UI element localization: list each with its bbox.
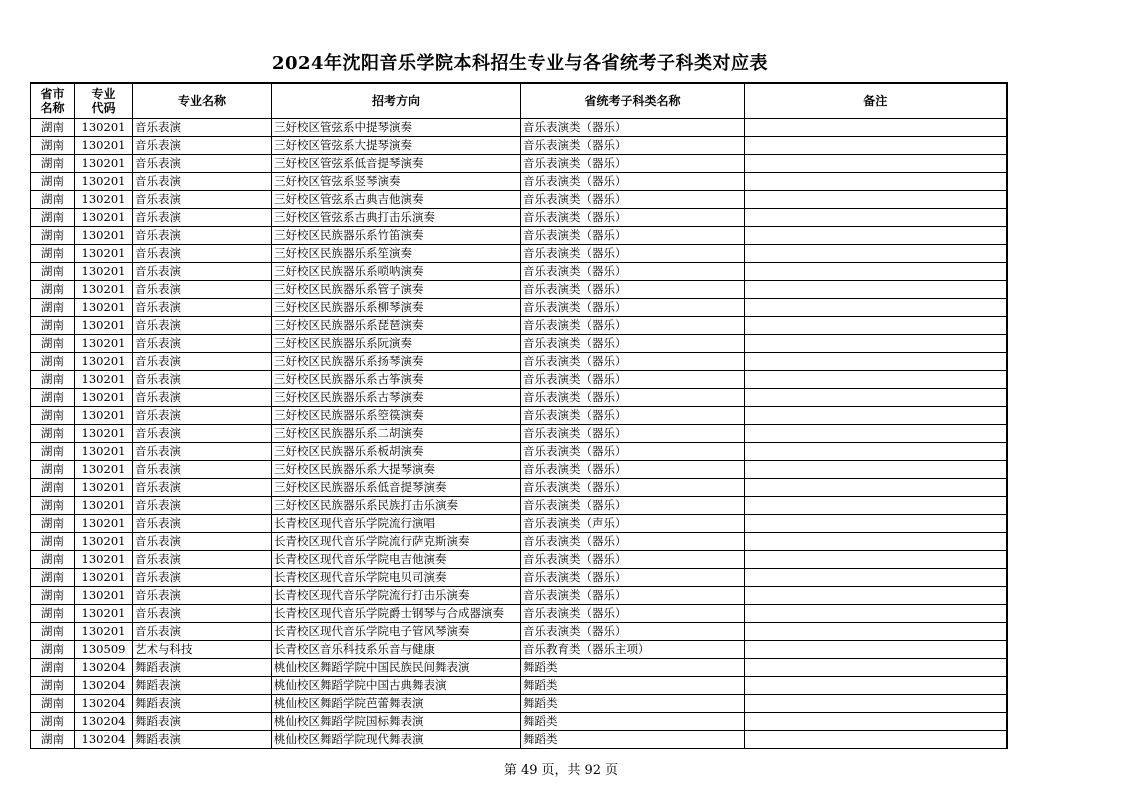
cell-province: 湖南: [31, 677, 75, 695]
cell-exam-category: 音乐表演类（器乐）: [521, 155, 745, 173]
table-row: [31, 623, 1007, 641]
cell-direction: 桃仙校区舞蹈学院芭蕾舞表演: [272, 695, 521, 713]
cell-major-name: 舞蹈表演: [133, 713, 272, 731]
table-row: [31, 299, 1007, 317]
cell-major-code: 130201: [75, 209, 133, 227]
cell-remarks: [745, 623, 1007, 641]
cell-province: 湖南: [31, 605, 75, 623]
cell-major-name: 艺术与科技: [133, 641, 272, 659]
header-major-code: 专业 代码: [75, 83, 133, 119]
table-row: [31, 389, 1007, 407]
cell-major-code: 130201: [75, 605, 133, 623]
cell-remarks: [745, 731, 1007, 749]
cell-major-code: 130204: [75, 695, 133, 713]
cell-remarks: [745, 263, 1007, 281]
cell-major-name: 音乐表演: [133, 119, 272, 137]
cell-major-code: 130509: [75, 641, 133, 659]
cell-direction: 长青校区现代音乐学院电贝司演奏: [272, 569, 521, 587]
cell-direction: 三好校区管弦系中提琴演奏: [272, 119, 521, 137]
cell-major-name: 音乐表演: [133, 317, 272, 335]
cell-direction: 三好校区民族器乐系唢呐演奏: [272, 263, 521, 281]
table-row: [31, 173, 1007, 191]
table-row: [31, 497, 1007, 515]
cell-major-code: 130201: [75, 335, 133, 353]
cell-major-name: 舞蹈表演: [133, 695, 272, 713]
cell-remarks: [745, 587, 1007, 605]
cell-major-name: 音乐表演: [133, 605, 272, 623]
cell-remarks: [745, 281, 1007, 299]
cell-major-code: 130201: [75, 371, 133, 389]
cell-province: 湖南: [31, 191, 75, 209]
table-row: [31, 695, 1007, 713]
cell-major-name: 音乐表演: [133, 209, 272, 227]
cell-exam-category: 音乐表演类（器乐）: [521, 263, 745, 281]
cell-remarks: [745, 245, 1007, 263]
cell-remarks: [745, 119, 1007, 137]
cell-major-code: 130201: [75, 533, 133, 551]
cell-remarks: [745, 317, 1007, 335]
cell-province: 湖南: [31, 479, 75, 497]
table-row: [31, 479, 1007, 497]
cell-major-code: 130201: [75, 119, 133, 137]
cell-major-name: 音乐表演: [133, 551, 272, 569]
table-row: [31, 335, 1007, 353]
cell-major-code: 130204: [75, 659, 133, 677]
cell-exam-category: 音乐教育类（器乐主项）: [521, 641, 745, 659]
header-major-name: 专业名称: [133, 83, 272, 119]
table-row: [31, 191, 1007, 209]
cell-remarks: [745, 191, 1007, 209]
cell-exam-category: 音乐表演类（器乐）: [521, 497, 745, 515]
header-direction: 招考方向: [272, 83, 521, 119]
cell-province: 湖南: [31, 389, 75, 407]
cell-major-code: 130201: [75, 299, 133, 317]
cell-remarks: [745, 371, 1007, 389]
cell-major-code: 130201: [75, 407, 133, 425]
cell-major-name: 音乐表演: [133, 191, 272, 209]
cell-major-name: 音乐表演: [133, 587, 272, 605]
cell-direction: 三好校区民族器乐系民族打击乐演奏: [272, 497, 521, 515]
cell-major-code: 130201: [75, 443, 133, 461]
cell-remarks: [745, 425, 1007, 443]
footer-middle: 页，共: [541, 763, 581, 778]
cell-remarks: [745, 515, 1007, 533]
cell-province: 湖南: [31, 731, 75, 749]
cell-direction: 三好校区民族器乐系笙演奏: [272, 245, 521, 263]
cell-exam-category: 音乐表演类（器乐）: [521, 389, 745, 407]
page-footer: [0, 759, 1122, 778]
cell-major-code: 130201: [75, 227, 133, 245]
cell-major-code: 130201: [75, 263, 133, 281]
cell-major-code: 130201: [75, 623, 133, 641]
cell-major-name: 舞蹈表演: [133, 659, 272, 677]
cell-major-name: 音乐表演: [133, 299, 272, 317]
cell-major-name: 音乐表演: [133, 533, 272, 551]
table-row: [31, 605, 1007, 623]
cell-exam-category: 音乐表演类（器乐）: [521, 443, 745, 461]
cell-province: 湖南: [31, 119, 75, 137]
cell-major-code: 130201: [75, 587, 133, 605]
cell-major-name: 音乐表演: [133, 389, 272, 407]
cell-exam-category: 音乐表演类（器乐）: [521, 137, 745, 155]
cell-province: 湖南: [31, 371, 75, 389]
cell-exam-category: 音乐表演类（器乐）: [521, 191, 745, 209]
cell-exam-category: 音乐表演类（器乐）: [521, 353, 745, 371]
cell-exam-category: 音乐表演类（器乐）: [521, 335, 745, 353]
cell-remarks: [745, 443, 1007, 461]
cell-direction: 长青校区现代音乐学院流行打击乐演奏: [272, 587, 521, 605]
cell-exam-category: 舞蹈类: [521, 677, 745, 695]
cell-province: 湖南: [31, 425, 75, 443]
cell-province: 湖南: [31, 659, 75, 677]
table-row: [31, 425, 1007, 443]
cell-direction: 长青校区现代音乐学院流行演唱: [272, 515, 521, 533]
cell-remarks: [745, 497, 1007, 515]
cell-remarks: [745, 173, 1007, 191]
cell-province: 湖南: [31, 245, 75, 263]
cell-exam-category: 音乐表演类（器乐）: [521, 461, 745, 479]
cell-exam-category: 音乐表演类（器乐）: [521, 425, 745, 443]
cell-major-name: 音乐表演: [133, 407, 272, 425]
cell-province: 湖南: [31, 317, 75, 335]
cell-exam-category: 音乐表演类（器乐）: [521, 533, 745, 551]
cell-exam-category: 舞蹈类: [521, 731, 745, 749]
footer-prefix: 第: [503, 763, 517, 778]
cell-major-name: 音乐表演: [133, 227, 272, 245]
cell-exam-category: 音乐表演类（器乐）: [521, 623, 745, 641]
cell-exam-category: 舞蹈类: [521, 713, 745, 731]
cell-province: 湖南: [31, 713, 75, 731]
cell-major-name: 音乐表演: [133, 281, 272, 299]
cell-major-code: 130201: [75, 155, 133, 173]
table-row: [31, 137, 1007, 155]
cell-remarks: [745, 569, 1007, 587]
cell-major-code: 130204: [75, 677, 133, 695]
table-row: [31, 119, 1007, 137]
cell-major-code: 130204: [75, 731, 133, 749]
cell-province: 湖南: [31, 533, 75, 551]
cell-remarks: [745, 641, 1007, 659]
cell-major-name: 音乐表演: [133, 479, 272, 497]
cell-major-name: 音乐表演: [133, 497, 272, 515]
cell-major-name: 舞蹈表演: [133, 677, 272, 695]
cell-remarks: [745, 479, 1007, 497]
table-row: [31, 281, 1007, 299]
cell-province: 湖南: [31, 515, 75, 533]
table-row: [31, 731, 1007, 749]
cell-major-code: 130201: [75, 551, 133, 569]
cell-major-name: 音乐表演: [133, 443, 272, 461]
cell-exam-category: 音乐表演类（器乐）: [521, 479, 745, 497]
cell-remarks: [745, 155, 1007, 173]
cell-major-name: 舞蹈表演: [133, 731, 272, 749]
cell-province: 湖南: [31, 569, 75, 587]
cell-exam-category: 音乐表演类（器乐）: [521, 281, 745, 299]
cell-direction: 三好校区民族器乐系竹笛演奏: [272, 227, 521, 245]
cell-major-code: 130201: [75, 497, 133, 515]
cell-remarks: [745, 677, 1007, 695]
cell-major-code: 130201: [75, 191, 133, 209]
table-row: [31, 659, 1007, 677]
cell-major-name: 音乐表演: [133, 623, 272, 641]
cell-major-code: 130201: [75, 479, 133, 497]
table-row: [31, 551, 1007, 569]
cell-direction: 三好校区民族器乐系古琴演奏: [272, 389, 521, 407]
cell-major-code: 130201: [75, 425, 133, 443]
table-row: [31, 461, 1007, 479]
cell-direction: 三好校区民族器乐系管子演奏: [272, 281, 521, 299]
cell-exam-category: 音乐表演类（器乐）: [521, 317, 745, 335]
cell-major-code: 130201: [75, 461, 133, 479]
cell-province: 湖南: [31, 137, 75, 155]
cell-major-code: 130204: [75, 713, 133, 731]
cell-remarks: [745, 659, 1007, 677]
cell-exam-category: 音乐表演类（器乐）: [521, 119, 745, 137]
cell-direction: 三好校区民族器乐系柳琴演奏: [272, 299, 521, 317]
cell-direction: 桃仙校区舞蹈学院国标舞表演: [272, 713, 521, 731]
cell-exam-category: 音乐表演类（器乐）: [521, 173, 745, 191]
cell-major-code: 130201: [75, 245, 133, 263]
header-remarks: 备注: [745, 83, 1007, 119]
table-row: [31, 407, 1007, 425]
cell-direction: 三好校区管弦系古典打击乐演奏: [272, 209, 521, 227]
cell-remarks: [745, 299, 1007, 317]
table-row: [31, 515, 1007, 533]
cell-province: 湖南: [31, 209, 75, 227]
cell-major-name: 音乐表演: [133, 263, 272, 281]
cell-major-name: 音乐表演: [133, 335, 272, 353]
table-row: [31, 569, 1007, 587]
cell-province: 湖南: [31, 587, 75, 605]
table-row: [31, 677, 1007, 695]
admissions-table: [30, 82, 1008, 749]
table-row: [31, 533, 1007, 551]
cell-major-code: 130201: [75, 317, 133, 335]
cell-province: 湖南: [31, 461, 75, 479]
header-province: 省市 名称: [31, 83, 75, 119]
cell-major-name: 音乐表演: [133, 569, 272, 587]
cell-exam-category: 音乐表演类（器乐）: [521, 299, 745, 317]
cell-province: 湖南: [31, 155, 75, 173]
cell-direction: 三好校区管弦系竖琴演奏: [272, 173, 521, 191]
cell-major-name: 音乐表演: [133, 515, 272, 533]
cell-exam-category: 音乐表演类（器乐）: [521, 371, 745, 389]
cell-direction: 长青校区音乐科技系乐音与健康: [272, 641, 521, 659]
cell-province: 湖南: [31, 299, 75, 317]
cell-province: 湖南: [31, 173, 75, 191]
cell-major-name: 音乐表演: [133, 155, 272, 173]
cell-direction: 三好校区民族器乐系琵琶演奏: [272, 317, 521, 335]
cell-major-code: 130201: [75, 569, 133, 587]
cell-exam-category: 音乐表演类（器乐）: [521, 605, 745, 623]
cell-remarks: [745, 695, 1007, 713]
cell-direction: 三好校区民族器乐系箜篌演奏: [272, 407, 521, 425]
cell-direction: 桃仙校区舞蹈学院现代舞表演: [272, 731, 521, 749]
cell-remarks: [745, 209, 1007, 227]
cell-major-code: 130201: [75, 353, 133, 371]
header-exam-category: 省统考子科类名称: [521, 83, 745, 119]
table-row: [31, 713, 1007, 731]
cell-direction: 桃仙校区舞蹈学院中国古典舞表演: [272, 677, 521, 695]
cell-major-name: 音乐表演: [133, 353, 272, 371]
cell-province: 湖南: [31, 443, 75, 461]
table-header-row: [31, 83, 1007, 119]
cell-direction: 长青校区现代音乐学院爵士钢琴与合成器演奏: [272, 605, 521, 623]
cell-province: 湖南: [31, 695, 75, 713]
cell-direction: 长青校区现代音乐学院流行萨克斯演奏: [272, 533, 521, 551]
cell-exam-category: 音乐表演类（器乐）: [521, 407, 745, 425]
cell-direction: 三好校区民族器乐系二胡演奏: [272, 425, 521, 443]
table-row: [31, 443, 1007, 461]
cell-remarks: [745, 461, 1007, 479]
cell-direction: 三好校区管弦系大提琴演奏: [272, 137, 521, 155]
table-row: [31, 263, 1007, 281]
cell-province: 湖南: [31, 227, 75, 245]
cell-direction: 三好校区民族器乐系低音提琴演奏: [272, 479, 521, 497]
cell-exam-category: 音乐表演类（器乐）: [521, 227, 745, 245]
cell-remarks: [745, 713, 1007, 731]
table-row: [31, 155, 1007, 173]
table-row: [31, 209, 1007, 227]
cell-province: 湖南: [31, 335, 75, 353]
cell-major-name: 音乐表演: [133, 137, 272, 155]
table-row: [31, 227, 1007, 245]
table-row: [31, 371, 1007, 389]
cell-direction: 三好校区民族器乐系扬琴演奏: [272, 353, 521, 371]
cell-direction: 三好校区管弦系低音提琴演奏: [272, 155, 521, 173]
cell-province: 湖南: [31, 641, 75, 659]
cell-remarks: [745, 389, 1007, 407]
cell-province: 湖南: [31, 551, 75, 569]
cell-major-code: 130201: [75, 137, 133, 155]
table-row: [31, 317, 1007, 335]
cell-major-code: 130201: [75, 173, 133, 191]
cell-major-code: 130201: [75, 389, 133, 407]
cell-remarks: [745, 551, 1007, 569]
table-row: [31, 641, 1007, 659]
cell-direction: 三好校区民族器乐系阮演奏: [272, 335, 521, 353]
cell-province: 湖南: [31, 407, 75, 425]
cell-exam-category: 音乐表演类（器乐）: [521, 209, 745, 227]
cell-exam-category: 音乐表演类（器乐）: [521, 569, 745, 587]
cell-province: 湖南: [31, 263, 75, 281]
cell-major-name: 音乐表演: [133, 371, 272, 389]
cell-direction: 三好校区民族器乐系板胡演奏: [272, 443, 521, 461]
cell-province: 湖南: [31, 353, 75, 371]
cell-remarks: [745, 227, 1007, 245]
page-title: 2024年沈阳音乐学院本科招生专业与各省统考子科类对应表: [271, 53, 769, 74]
cell-direction: 三好校区民族器乐系大提琴演奏: [272, 461, 521, 479]
table-row: [31, 587, 1007, 605]
table-row: [31, 353, 1007, 371]
cell-exam-category: 音乐表演类（器乐）: [521, 245, 745, 263]
cell-remarks: [745, 605, 1007, 623]
cell-remarks: [745, 335, 1007, 353]
cell-exam-category: 舞蹈类: [521, 659, 745, 677]
cell-remarks: [745, 353, 1007, 371]
table-row: [31, 245, 1007, 263]
cell-major-code: 130201: [75, 515, 133, 533]
cell-direction: 三好校区管弦系古典吉他演奏: [272, 191, 521, 209]
cell-province: 湖南: [31, 623, 75, 641]
cell-remarks: [745, 533, 1007, 551]
cell-exam-category: 舞蹈类: [521, 695, 745, 713]
cell-major-name: 音乐表演: [133, 425, 272, 443]
footer-suffix: 页: [605, 763, 619, 778]
cell-major-code: 130201: [75, 281, 133, 299]
footer-total-pages: 92: [584, 763, 602, 778]
cell-direction: 三好校区民族器乐系古筝演奏: [272, 371, 521, 389]
cell-province: 湖南: [31, 497, 75, 515]
footer-current-page: 49: [520, 763, 538, 778]
cell-exam-category: 音乐表演类（声乐）: [521, 515, 745, 533]
cell-remarks: [745, 137, 1007, 155]
cell-province: 湖南: [31, 281, 75, 299]
cell-major-name: 音乐表演: [133, 461, 272, 479]
cell-direction: 桃仙校区舞蹈学院中国民族民间舞表演: [272, 659, 521, 677]
cell-exam-category: 音乐表演类（器乐）: [521, 551, 745, 569]
cell-major-name: 音乐表演: [133, 245, 272, 263]
cell-major-name: 音乐表演: [133, 173, 272, 191]
cell-remarks: [745, 407, 1007, 425]
cell-direction: 长青校区现代音乐学院电吉他演奏: [272, 551, 521, 569]
cell-direction: 长青校区现代音乐学院电子管风琴演奏: [272, 623, 521, 641]
cell-exam-category: 音乐表演类（器乐）: [521, 587, 745, 605]
